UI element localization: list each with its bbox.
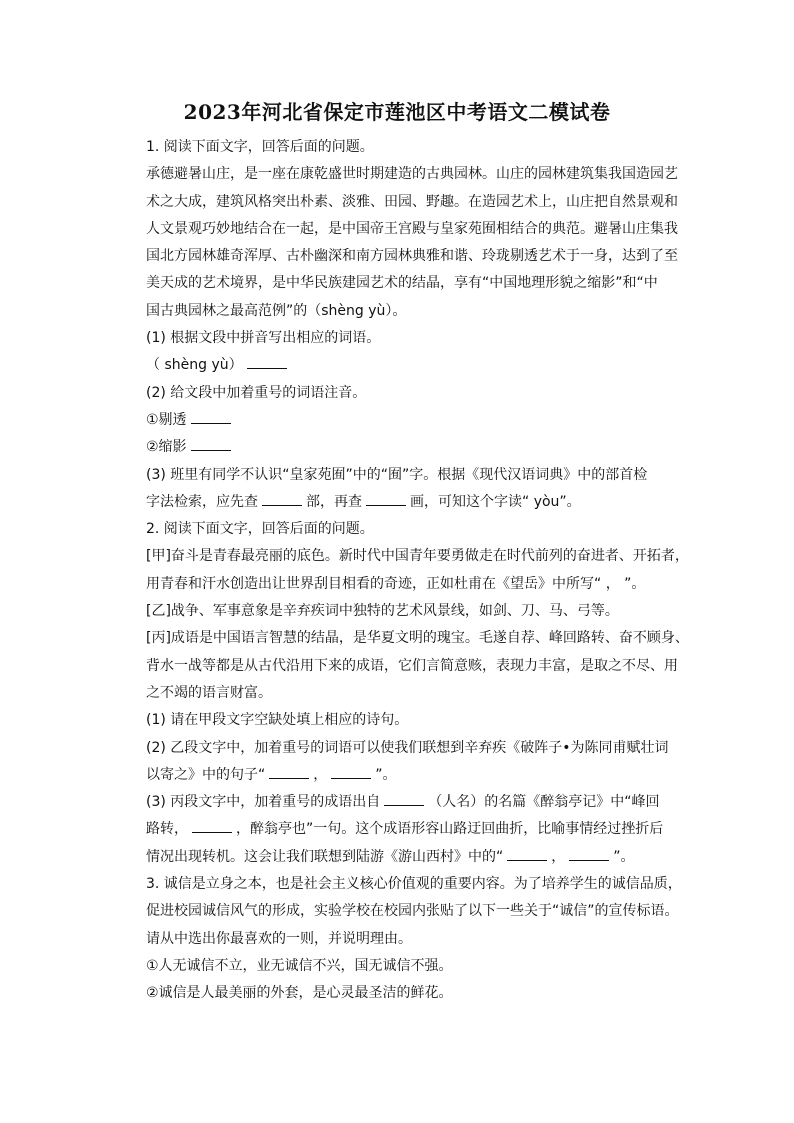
line-text: 承德避暑山庄，是一座在康乾盛世时期建造的古典园林。山庄的园林建筑集我国造园艺 [146,166,678,183]
line-text: 请从中选出你最喜欢的一则，并说明理由。 [146,930,412,947]
line-text: 之不竭的语言财富。 [146,684,272,701]
text-line [146,953,676,980]
text-line [146,789,676,816]
line-text: [乙]战争、军事意象是辛弃疾词中独特的艺术风景线，如剑、刀、马、弓等。 [146,603,619,620]
text-line [146,871,682,898]
line-text: 以寄之》中的句子“ [146,766,266,783]
answer-blank[interactable] [366,491,406,506]
line-text: 用青春和汗水创造出让世界刮目相看的奇迹，正如杜甫在《望岳》中所写“ ， ”。 [146,575,646,592]
text-line [146,653,676,680]
text-line [146,489,676,516]
line-text: ②诚信是人最美丽的外套，是心灵最圣洁的鲜花。 [146,985,453,1002]
text-line [146,926,676,953]
line-text: （人名）的名篇《醉翁亭记》中“峰回 [428,794,660,811]
text-line [146,352,676,379]
line-text: ， [313,766,328,783]
text-line [146,216,676,243]
line-text: (1) 请在甲段文字空缺处填上相应的诗句。 [146,712,409,729]
answer-blank[interactable] [384,791,424,806]
line-text: （ shèng yù） [146,357,243,374]
answer-blank[interactable] [191,436,231,451]
text-line [146,680,676,707]
line-text: [丙]成语是中国语言智慧的结晶，是华夏文明的瑰宝。毛遂自荐、峰回路转、奋不顾身、 [146,630,689,647]
text-line [146,298,676,325]
text-line [146,189,676,216]
line-text: 路转， [146,821,188,838]
text-line [146,571,676,598]
line-text: ②缩影 [146,439,187,456]
answer-blank[interactable] [569,846,609,861]
text-line [146,625,689,652]
line-text: 国古典园林之最高范例”的（shèng yù）。 [146,302,407,319]
answer-blank[interactable] [191,409,231,424]
line-text: 情况出现转机。这会让我们联想到陆游《游山西村》中的“ [146,848,504,865]
line-text: 1. 阅读下面文字，回答后面的问题。 [146,139,374,155]
line-text: (2) 乙段文字中，加着重号的词语可以使我们联想到辛弃疾《破阵子•为陈同甫赋壮词 [146,739,669,756]
text-line [146,270,676,297]
text-line [146,543,689,570]
text-line [146,762,676,789]
text-line [146,161,676,188]
text-line [146,407,676,434]
page-title: 2023年河北省保定市莲池区中考语文二模试卷 [183,100,611,124]
text-line [146,243,676,270]
text-line [146,980,676,1007]
line-text: ”。 [613,848,635,865]
line-text: ①人无诚信不立，业无诚信不兴，国无诚信不强。 [146,957,453,974]
line-text: (2) 给文段中加着重号的词语注音。 [146,384,367,401]
answer-blank[interactable] [507,846,547,861]
text-line [146,462,676,489]
text-line [146,898,679,925]
line-text: (3) 丙段文字中，加着重号的成语出自 [146,794,381,811]
answer-blank[interactable] [269,764,309,779]
text-line [146,134,676,161]
line-text: ，醉翁亭也”一句。这个成语形容山路迂回曲折，比喻事情经过挫折后 [236,821,664,838]
line-text: (3) 班里有同学不认识“皇家苑囿”中的“囿”字。根据《现代汉语词典》中的部首检 [146,466,648,483]
line-text: ”。 [375,766,397,783]
text-line [146,598,676,625]
text-line [146,844,676,871]
text-line [146,325,676,352]
answer-blank[interactable] [262,491,302,506]
line-text: ①剔透 [146,411,187,428]
line-text: ， [551,848,566,865]
text-line [146,434,676,461]
line-text: 术之大成，建筑风格突出朴素、淡雅、田园、野趣。在造园艺术上，山庄把自然景观和 [146,193,678,210]
line-text: 2. 阅读下面文字，回答后面的问题。 [146,521,374,538]
line-text: 国北方园林雄奇浑厚、古朴幽深和南方园林典雅和谐、玲珑剔透艺术于一身，达到了至 [146,248,678,265]
line-text: 美天成的艺术境界，是中华民族建园艺术的结晶，享有“中国地理形貌之缩影”和“中 [146,275,658,292]
text-line [146,816,676,843]
answer-blank[interactable] [192,818,232,833]
line-text: 促进校园诚信风气的形成，实验学校在校园内张贴了以下一些关于“诚信”的宣传标语。 [146,903,679,920]
answer-blank[interactable] [247,354,287,369]
text-line [146,380,676,407]
text-line [146,707,676,734]
line-text: 字法检索，应先查 [146,493,258,510]
line-text: 背水一战等都是从古代沿用下来的成语，它们言简意赅，表现力丰富，是取之不尽、用 [146,657,678,674]
line-text: 部，再查 [306,493,362,510]
line-text: 3. 诚信是立身之本，也是社会主义核心价值观的重要内容。为了培养学生的诚信品质， [146,876,682,893]
exam-body [146,134,689,1008]
line-text: [甲]奋斗是青春最亮丽的底色。新时代中国青年要勇做走在时代前列的奋进者、开拓者， [146,548,689,565]
answer-blank[interactable] [331,764,371,779]
line-text: (1) 根据文段中拼音写出相应的词语。 [146,330,381,347]
text-line [146,735,676,762]
text-line [146,516,676,543]
line-text: 画，可知这个字读“ yòu”。 [410,493,581,510]
line-text: 人文景观巧妙地结合在一起，是中国帝王宫殿与皇家苑囿相结合的典范。避暑山庄集我 [146,220,678,237]
